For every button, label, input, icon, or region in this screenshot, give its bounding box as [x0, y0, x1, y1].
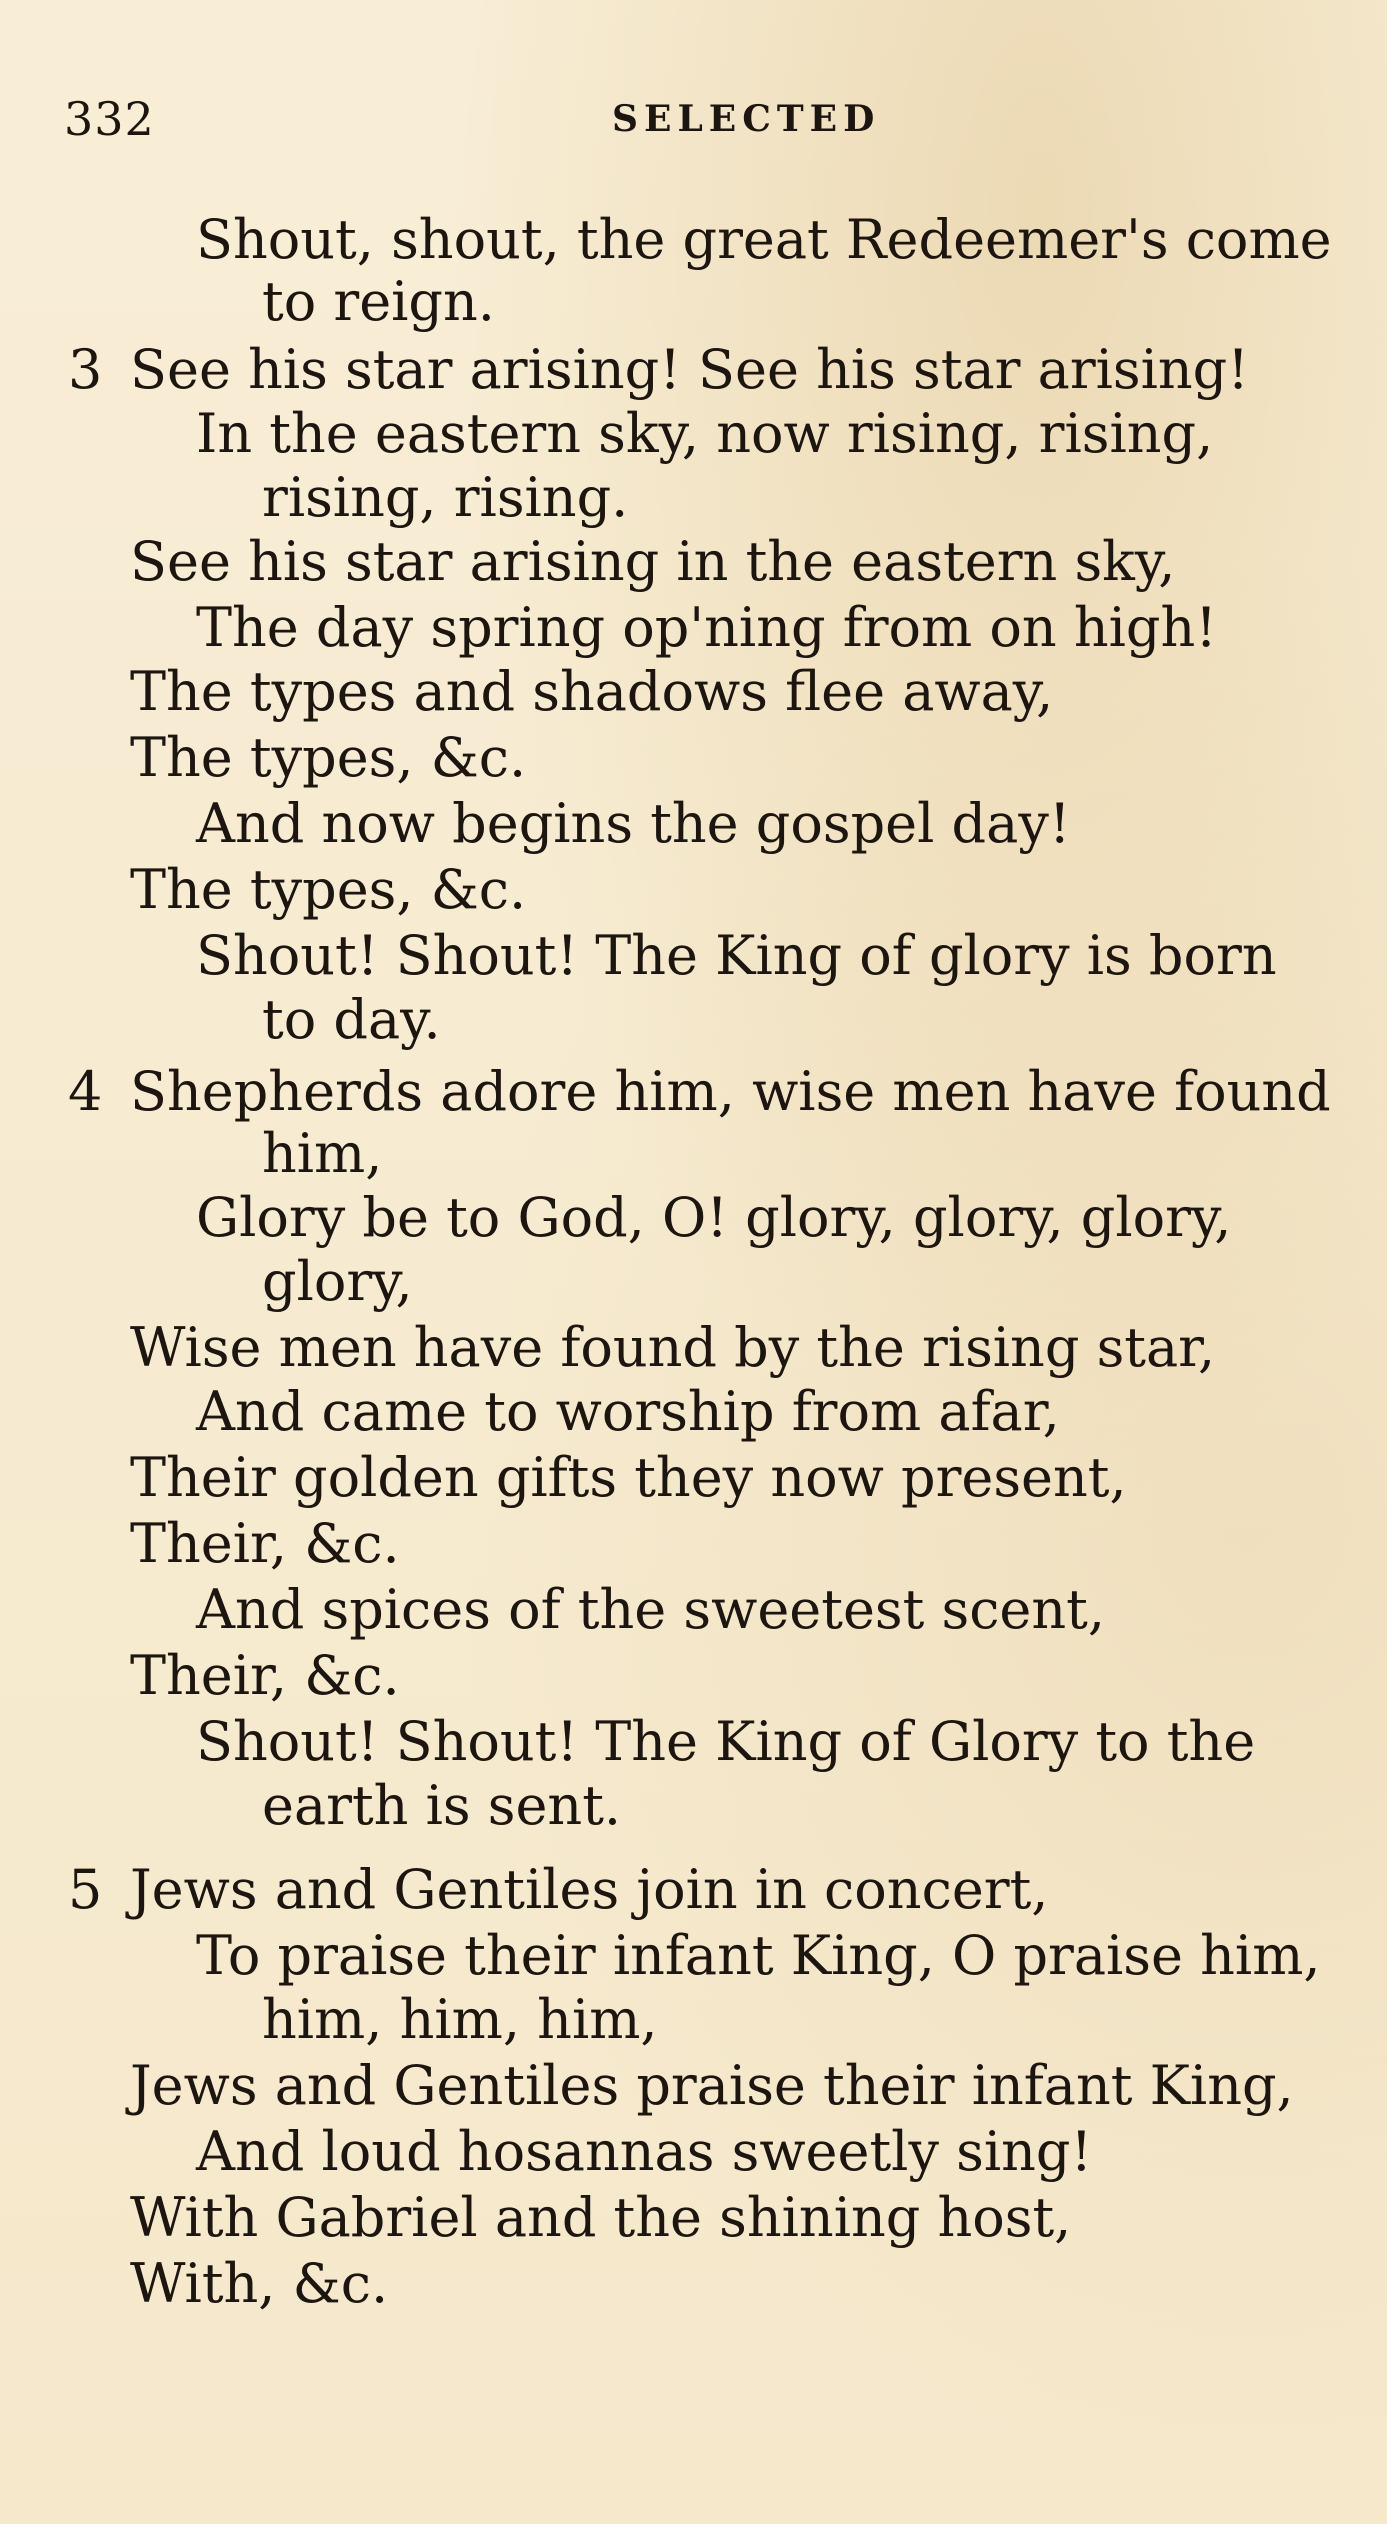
text-line: The types and shadows flee away, [130, 660, 1054, 723]
text-line: Their, &c. [130, 1512, 400, 1575]
text-line: Shout! Shout! The King of glory is born [196, 924, 1277, 987]
text-line: The day spring op'ning from on high! [196, 596, 1217, 659]
text-line: Wise men have found by the rising star, [130, 1316, 1216, 1379]
verse-number: 5 [68, 1858, 103, 1921]
text-line: Their, &c. [130, 1644, 400, 1707]
text-line: Jews and Gentiles join in concert, [130, 1858, 1049, 1921]
text-line: to reign. [262, 270, 495, 333]
text-line: And now begins the gospel day! [196, 792, 1071, 855]
text-line: Shout! Shout! The King of Glory to the [196, 1710, 1256, 1773]
text-line: With Gabriel and the shining host, [130, 2186, 1072, 2249]
text-line: To praise their infant King, O praise him, [196, 1924, 1321, 1987]
text-line: Glory be to God, O! glory, glory, glory, [196, 1186, 1232, 1249]
text-line: See his star arising! See his star arising! [130, 338, 1249, 401]
text-line: The types, &c. [130, 726, 527, 789]
text-line: rising, rising. [262, 466, 629, 529]
text-line: him, [262, 1122, 383, 1185]
page-header [64, 92, 1324, 152]
text-line: And came to worship from afar, [196, 1380, 1060, 1443]
text-line: With, &c. [130, 2252, 389, 2315]
text-line: See his star arising in the eastern sky, [130, 530, 1176, 593]
verse-number: 3 [68, 338, 103, 401]
text-line: Jews and Gentiles praise their infant King, [130, 2054, 1294, 2117]
text-line: The types, &c. [130, 858, 527, 921]
text-line: In the eastern sky, now rising, rising, [196, 402, 1214, 465]
text-line: to day. [262, 988, 441, 1051]
text-line: Shepherds adore him, wise men have found [130, 1060, 1331, 1123]
text-line: him, him, him, [262, 1988, 658, 2051]
page-number: 332 [64, 92, 155, 146]
text-line: And spices of the sweetest scent, [196, 1578, 1106, 1641]
text-line: earth is sent. [262, 1774, 622, 1837]
text-line: And loud hosannas sweetly sing! [196, 2120, 1093, 2183]
verse-number: 4 [68, 1060, 103, 1123]
running-head: SELECTED [612, 98, 881, 140]
text-line: Shout, shout, the great Redeemer's come [196, 208, 1332, 271]
text-line: glory, [262, 1250, 413, 1313]
text-line: Their golden gifts they now present, [130, 1446, 1127, 1509]
